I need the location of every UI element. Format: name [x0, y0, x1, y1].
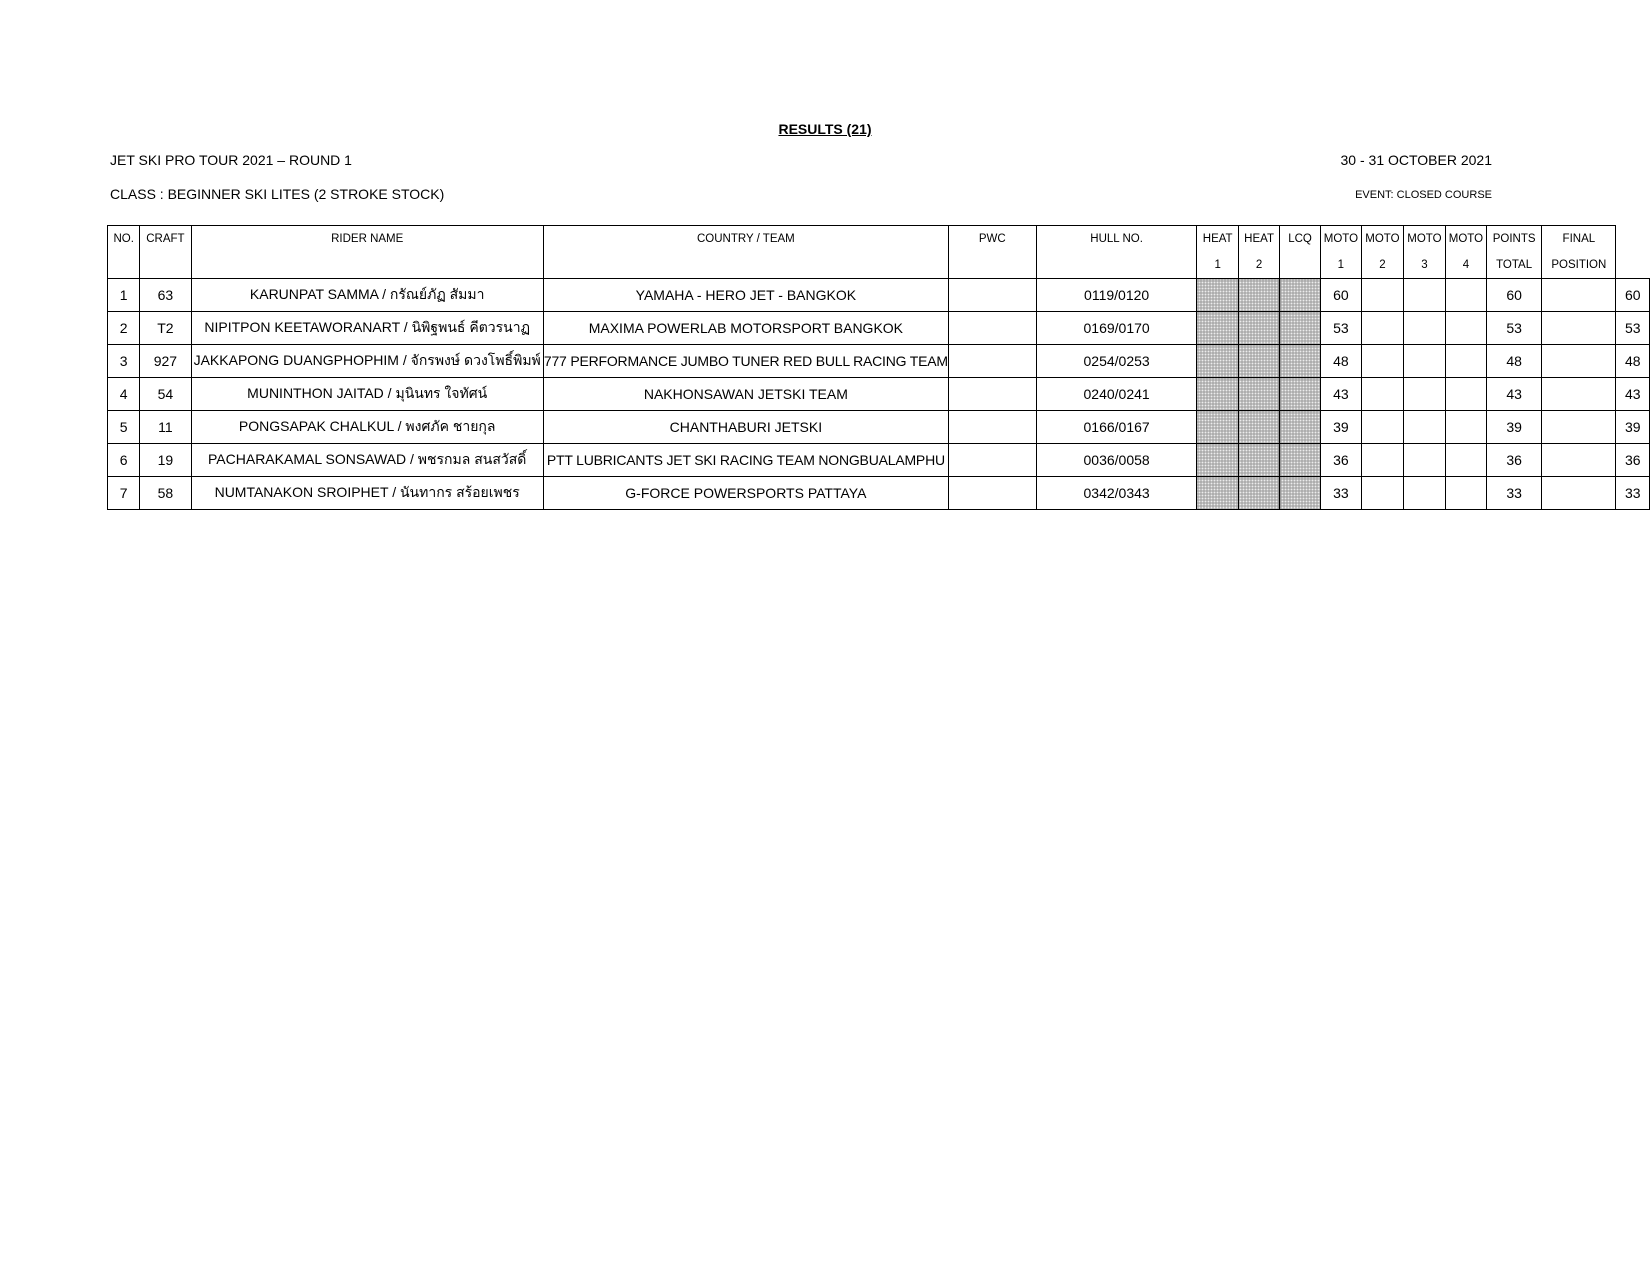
cell-moto1: 48 — [1320, 345, 1361, 378]
cell-pwc — [948, 378, 1036, 411]
cell-heat1 — [1197, 279, 1238, 312]
col-subheader-moto3: 3 — [1403, 252, 1445, 279]
cell-lcq — [1280, 411, 1321, 444]
col-header-blank — [1616, 226, 1650, 253]
cell-moto4 — [1445, 411, 1486, 444]
cell-points: 53 — [1486, 312, 1541, 345]
cell-heat1 — [1197, 345, 1238, 378]
col-subheader-points: TOTAL — [1486, 252, 1541, 279]
cell-moto4 — [1445, 477, 1486, 510]
cell-moto3 — [1403, 411, 1445, 444]
col-header-craft: CRAFT — [140, 226, 191, 253]
cell-extra: 33 — [1616, 477, 1650, 510]
cell-moto1: 33 — [1320, 477, 1361, 510]
cell-heat2 — [1238, 444, 1279, 477]
cell-no: 5 — [108, 411, 140, 444]
cell-points: 36 — [1486, 444, 1541, 477]
cell-moto2 — [1361, 411, 1403, 444]
table-row — [108, 411, 1650, 444]
cell-team: G-FORCE POWERSPORTS PATTAYA — [543, 477, 948, 510]
class-label: CLASS : BEGINNER SKI LITES (2 STROKE STOCK) — [110, 186, 445, 202]
cell-moto4 — [1445, 378, 1486, 411]
cell-moto2 — [1361, 444, 1403, 477]
cell-hull: 0166/0167 — [1036, 411, 1197, 444]
cell-pwc — [948, 444, 1036, 477]
cell-team: NAKHONSAWAN JETSKI TEAM — [543, 378, 948, 411]
col-subheader-team — [543, 252, 948, 279]
cell-hull: 0119/0120 — [1036, 279, 1197, 312]
col-subheader-rider — [191, 252, 543, 279]
cell-rider: KARUNPAT SAMMA / กรัณย์ภัฏ สัมมา — [191, 279, 543, 312]
cell-final — [1542, 477, 1616, 510]
cell-pwc — [948, 312, 1036, 345]
cell-moto3 — [1403, 378, 1445, 411]
cell-rider: PONGSAPAK CHALKUL / พงศภัค ชายกุล — [191, 411, 543, 444]
header-row-top — [108, 226, 1650, 253]
cell-rider: PACHARAKAMAL SONSAWAD / พชรกมล สนสวัสดิ์ — [191, 444, 543, 477]
cell-moto3 — [1403, 345, 1445, 378]
col-header-lcq: LCQ — [1280, 226, 1321, 253]
cell-pwc — [948, 477, 1036, 510]
cell-moto1: 43 — [1320, 378, 1361, 411]
cell-extra: 39 — [1616, 411, 1650, 444]
cell-rider: NIPITPON KEETAWORANART / นิพิฐพนธ์ คีตวรนาฏ — [191, 312, 543, 345]
cell-moto1: 39 — [1320, 411, 1361, 444]
cell-moto2 — [1361, 279, 1403, 312]
cell-extra: 60 — [1616, 279, 1650, 312]
cell-rider: MUNINTHON JAITAD / มุนินทร ใจทัศน์ — [191, 378, 543, 411]
col-header-moto3: MOTO — [1403, 226, 1445, 253]
cell-moto3 — [1403, 279, 1445, 312]
col-header-hull: HULL NO. — [1036, 226, 1197, 253]
table-row — [108, 378, 1650, 411]
col-subheader-blank — [1616, 252, 1650, 279]
cell-heat2 — [1238, 312, 1279, 345]
event-type: EVENT: CLOSED COURSE — [1355, 189, 1492, 201]
cell-extra: 36 — [1616, 444, 1650, 477]
cell-moto3 — [1403, 312, 1445, 345]
cell-extra: 48 — [1616, 345, 1650, 378]
table-row — [108, 279, 1650, 312]
col-header-rider: RIDER NAME — [191, 226, 543, 253]
cell-extra: 53 — [1616, 312, 1650, 345]
col-subheader-moto4: 4 — [1445, 252, 1486, 279]
cell-lcq — [1280, 477, 1321, 510]
cell-team: 777 PERFORMANCE JUMBO TUNER RED BULL RACING TEAM — [543, 345, 948, 378]
col-subheader-hull — [1036, 252, 1197, 279]
cell-extra: 43 — [1616, 378, 1650, 411]
event-date: 30 - 31 OCTOBER 2021 — [1340, 152, 1492, 168]
cell-team: YAMAHA - HERO JET - BANGKOK — [543, 279, 948, 312]
cell-moto2 — [1361, 312, 1403, 345]
cell-no: 7 — [108, 477, 140, 510]
cell-points: 39 — [1486, 411, 1541, 444]
cell-craft: 63 — [140, 279, 191, 312]
cell-no: 3 — [108, 345, 140, 378]
cell-heat1 — [1197, 444, 1238, 477]
cell-moto2 — [1361, 477, 1403, 510]
cell-craft: 11 — [140, 411, 191, 444]
col-subheader-moto2: 2 — [1361, 252, 1403, 279]
cell-heat2 — [1238, 378, 1279, 411]
col-subheader-heat1: 1 — [1197, 252, 1238, 279]
cell-hull: 0254/0253 — [1036, 345, 1197, 378]
col-header-final: FINAL — [1542, 226, 1616, 253]
cell-points: 43 — [1486, 378, 1541, 411]
cell-moto4 — [1445, 279, 1486, 312]
cell-heat1 — [1197, 378, 1238, 411]
cell-moto2 — [1361, 345, 1403, 378]
col-header-heat2: HEAT — [1238, 226, 1279, 253]
col-subheader-lcq — [1280, 252, 1321, 279]
cell-hull: 0240/0241 — [1036, 378, 1197, 411]
table-row — [108, 444, 1650, 477]
cell-rider: JAKKAPONG DUANGPHOPHIM / จักรพงษ์ ดวงโพธิ์พิมพ์ — [191, 345, 543, 378]
col-subheader-no — [108, 252, 140, 279]
cell-final — [1542, 279, 1616, 312]
cell-hull: 0169/0170 — [1036, 312, 1197, 345]
col-header-moto1: MOTO — [1320, 226, 1361, 253]
col-subheader-final: POSITION — [1542, 252, 1616, 279]
cell-lcq — [1280, 279, 1321, 312]
cell-lcq — [1280, 444, 1321, 477]
cell-no: 2 — [108, 312, 140, 345]
cell-moto1: 36 — [1320, 444, 1361, 477]
cell-final — [1542, 411, 1616, 444]
cell-moto1: 60 — [1320, 279, 1361, 312]
table-row — [108, 477, 1650, 510]
cell-moto2 — [1361, 378, 1403, 411]
cell-craft: T2 — [140, 312, 191, 345]
cell-pwc — [948, 345, 1036, 378]
cell-moto3 — [1403, 444, 1445, 477]
col-header-moto4: MOTO — [1445, 226, 1486, 253]
cell-points: 60 — [1486, 279, 1541, 312]
cell-final — [1542, 312, 1616, 345]
cell-lcq — [1280, 378, 1321, 411]
cell-final — [1542, 444, 1616, 477]
cell-team: MAXIMA POWERLAB MOTORSPORT BANGKOK — [543, 312, 948, 345]
cell-lcq — [1280, 345, 1321, 378]
cell-points: 33 — [1486, 477, 1541, 510]
cell-craft: 927 — [140, 345, 191, 378]
cell-heat1 — [1197, 312, 1238, 345]
col-subheader-craft — [140, 252, 191, 279]
cell-lcq — [1280, 312, 1321, 345]
cell-team: CHANTHABURI JETSKI — [543, 411, 948, 444]
cell-heat1 — [1197, 477, 1238, 510]
cell-moto4 — [1445, 312, 1486, 345]
cell-moto4 — [1445, 345, 1486, 378]
cell-moto3 — [1403, 477, 1445, 510]
col-subheader-heat2: 2 — [1238, 252, 1279, 279]
cell-no: 1 — [108, 279, 140, 312]
cell-team: PTT LUBRICANTS JET SKI RACING TEAM NONGBUALAMPHU — [543, 444, 948, 477]
cell-heat2 — [1238, 279, 1279, 312]
cell-heat2 — [1238, 411, 1279, 444]
cell-pwc — [948, 279, 1036, 312]
col-header-moto2: MOTO — [1361, 226, 1403, 253]
cell-heat1 — [1197, 411, 1238, 444]
cell-pwc — [948, 411, 1036, 444]
cell-hull: 0036/0058 — [1036, 444, 1197, 477]
cell-heat2 — [1238, 477, 1279, 510]
col-header-heat1: HEAT — [1197, 226, 1238, 253]
col-header-points: POINTS — [1486, 226, 1541, 253]
cell-moto1: 53 — [1320, 312, 1361, 345]
cell-no: 4 — [108, 378, 140, 411]
cell-final — [1542, 345, 1616, 378]
cell-points: 48 — [1486, 345, 1541, 378]
cell-final — [1542, 378, 1616, 411]
results-table — [107, 225, 1650, 510]
results-title: RESULTS (21) — [778, 121, 872, 137]
col-header-pwc: PWC — [948, 226, 1036, 253]
cell-craft: 19 — [140, 444, 191, 477]
cell-moto4 — [1445, 444, 1486, 477]
cell-craft: 54 — [140, 378, 191, 411]
cell-heat2 — [1238, 345, 1279, 378]
cell-no: 6 — [108, 444, 140, 477]
cell-rider: NUMTANAKON SROIPHET / นันทากร สร้อยเพชร — [191, 477, 543, 510]
header-row-bottom — [108, 252, 1650, 279]
col-subheader-pwc — [948, 252, 1036, 279]
event-name: JET SKI PRO TOUR 2021 – ROUND 1 — [110, 152, 352, 168]
col-header-no: NO. — [108, 226, 140, 253]
cell-hull: 0342/0343 — [1036, 477, 1197, 510]
table-row — [108, 312, 1650, 345]
table-row — [108, 345, 1650, 378]
col-subheader-moto1: 1 — [1320, 252, 1361, 279]
col-header-team: COUNTRY / TEAM — [543, 226, 948, 253]
cell-craft: 58 — [140, 477, 191, 510]
